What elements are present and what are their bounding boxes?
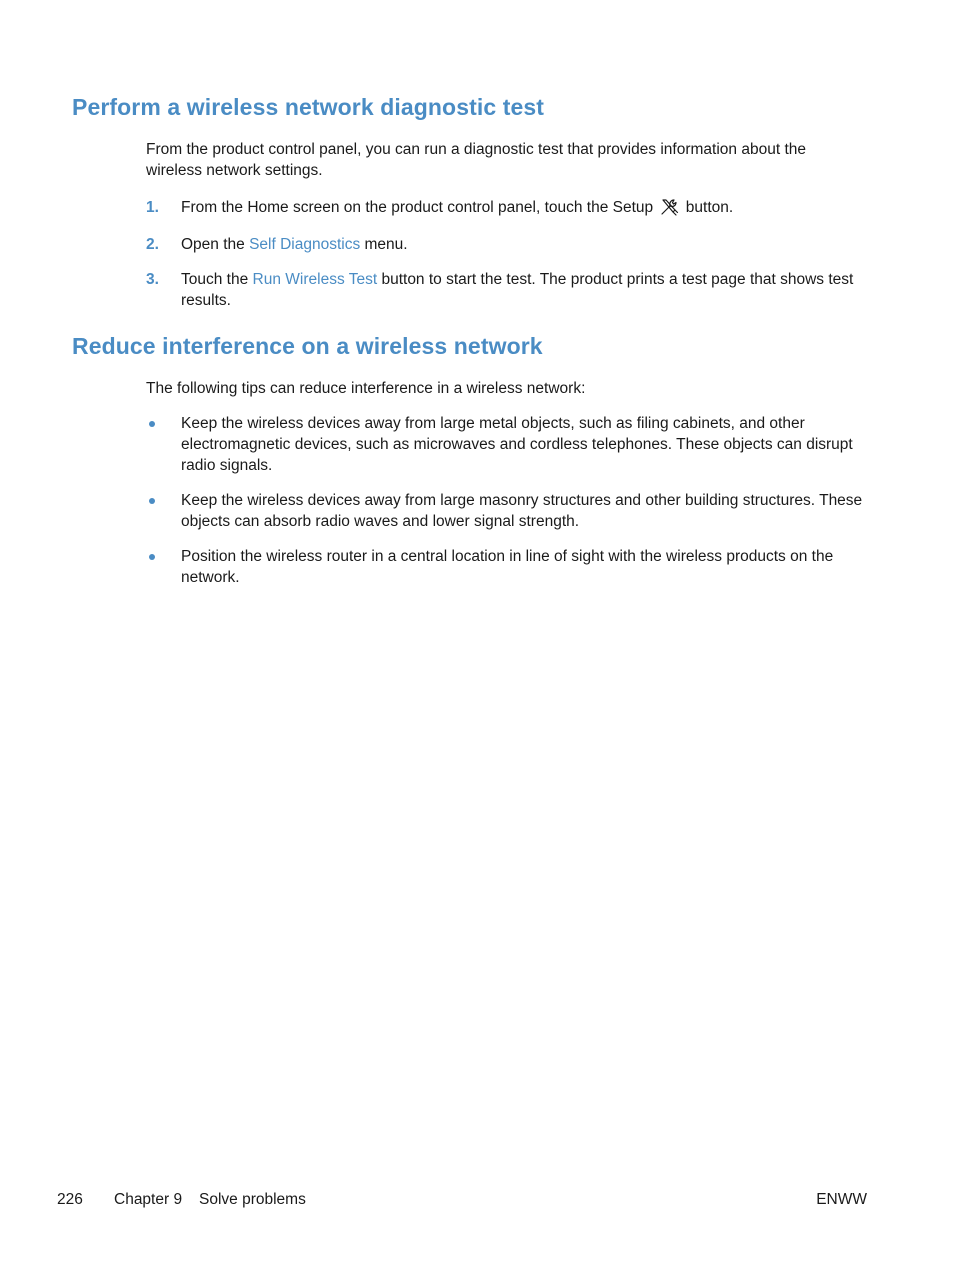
footer-chapter-title: Solve problems bbox=[199, 1191, 306, 1208]
step-text: Open the Self Diagnostics menu. bbox=[181, 236, 408, 253]
wrench-screwdriver-icon bbox=[659, 197, 679, 217]
step-text: From the Home screen on the product control panel, touch the Setup button. bbox=[181, 199, 734, 216]
self-diagnostics-menu-link: Self Diagnostics bbox=[249, 236, 361, 253]
step-text: Touch the Run Wireless Test button to start the test. The product prints a test page that shows test results. bbox=[181, 271, 854, 309]
bullet-text: Position the wireless router in a central location in line of sight with the wireless products on the network. bbox=[181, 548, 834, 586]
bullet-text: Keep the wireless devices away from large masonry structures and other building structures. These objects can absorb radio waves and lower signal strength. bbox=[181, 492, 863, 530]
bullet-icon bbox=[149, 498, 155, 504]
section-heading-reduce-interference: Reduce interference on a wireless network bbox=[72, 333, 543, 359]
footer-chapter: Chapter 9 bbox=[114, 1191, 183, 1208]
section-intro-interference: The following tips can reduce interference in a wireless network: bbox=[146, 380, 586, 397]
step-number: 1. bbox=[146, 199, 159, 216]
bullet-text: Keep the wireless devices away from large metal objects, such as filing cabinets, and other electromagnetic devices, such as microwaves and cordless telephones. These objects can disrupt radio signals. bbox=[181, 415, 853, 474]
run-wireless-test-link: Run Wireless Test bbox=[252, 271, 378, 288]
step-number: 2. bbox=[146, 236, 159, 253]
footer-edition-code: ENWW bbox=[816, 1191, 867, 1208]
section-intro-diagnostic: From the product control panel, you can run a diagnostic test that provides information about the wireless network settings. bbox=[146, 141, 806, 179]
bullet-icon bbox=[149, 421, 155, 427]
section-heading-diagnostic-test: Perform a wireless network diagnostic test bbox=[72, 94, 545, 120]
page-number: 226 bbox=[57, 1191, 83, 1208]
step-number: 3. bbox=[146, 271, 159, 288]
bullet-icon bbox=[149, 554, 155, 560]
